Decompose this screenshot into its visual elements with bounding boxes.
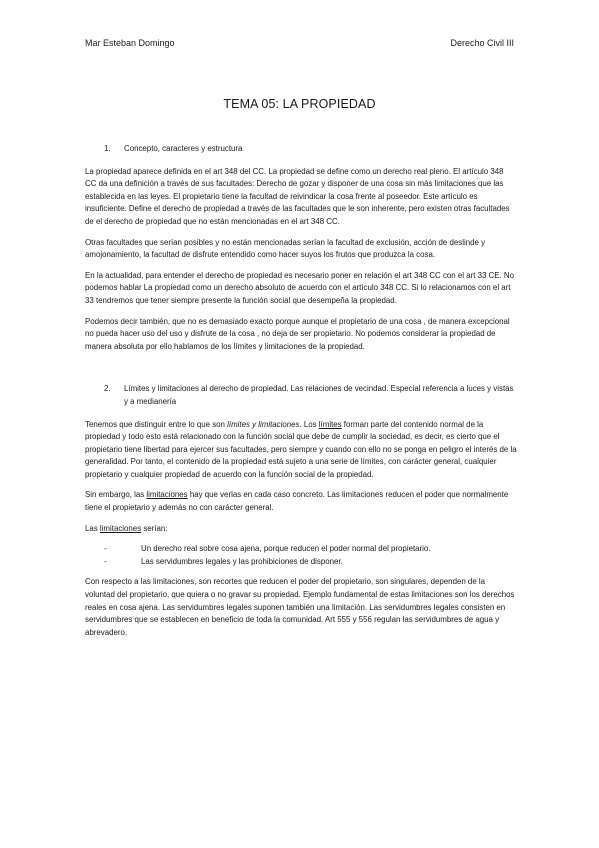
underlined-term-limites: límites (318, 419, 342, 429)
section-2-number: 2. (104, 384, 111, 394)
text-run: forman parte del contenido normal de la propiedad y todo esto está relacionado con la función social que debe de cumplir la sociedad, es decir, es cierto que el propietario tiene libertad para ejercer sus facultades, pero siempre y cuando con ello no se ponga en peligro el interés de la generalidad. Por tanto, el contenido de la propiedad está sujeto a una serie de límites, con carácter general, cualquier propietario y cualquier propiedad de acuerdo con la función social de la propiedad. (85, 419, 517, 479)
list-item (85, 543, 517, 556)
header-author: Mar Esteban Domingo (85, 38, 175, 48)
bullet-marker: - (104, 544, 107, 554)
underlined-term-limitaciones: limitaciones (146, 490, 188, 500)
text-run: Las (85, 523, 100, 533)
text-run: Sin embargo, las (85, 490, 147, 500)
section-2-title: Límites y limitaciones al derecho de propiedad. Las relaciones de vecindad. Especial referencia a luces y vistas y a medianería (124, 384, 514, 406)
section-2-heading (85, 383, 517, 408)
document-body (85, 143, 517, 647)
section-2-paragraph-3 (85, 523, 517, 536)
section-1-paragraph-3: En la actualidad, para entender el derecho de propiedad es necesario poner en relación el art 348 CC con el art 33 CE. No podemos hablar La propiedad como un derecho absoluto de acuerdo con el artículo 348 CC. Si lo relacionamos con el art 33 tendremos que tener siempre presente la función social que desempeña la propiedad. (85, 270, 514, 305)
section-2-paragraph-2 (85, 489, 517, 514)
section-1-heading (85, 143, 517, 156)
document-title: TEMA 05: LA PROPIEDAD (223, 97, 376, 111)
italic-term: límites y limitaciones (227, 419, 300, 429)
section-spacer (85, 361, 517, 383)
text-run: Tenemos que distinguir entre lo que son (85, 419, 228, 429)
section-1-paragraph-4: Podemos decir también, que no es demasiado exacto porque aunque el propietario de una cosa , de manera excepcional no pueda hacer uso del uso y disfrute de la cosa , no deja de ser propietario. No podemos considerar la propiedad de manera absoluta por ello hablamos de los límites y limitaciones de la propiedad. (85, 316, 510, 351)
text-run: serían: (141, 523, 168, 533)
section-1-number: 1. (104, 144, 111, 153)
list-item (85, 556, 517, 569)
section-1-paragraph-2: Otras facultades que serían posibles y no están mencionadas serían la facultad de exclusión, acción de deslinde y amojonamiento, la facultad de disfrute entendido como hacer suyos los frutos que produzca la cosa. (85, 237, 486, 260)
text-run: . Los (299, 419, 319, 429)
list-item-text: Las servidumbres legales y las prohibiciones de disponer. (141, 556, 343, 566)
text-run: hay que verlas en cada caso concreto. Las limitaciones reducen el poder que normalmente tiene el propietario y además no con carácter general. (85, 490, 509, 513)
section-2-paragraph-4: Con respecto a las limitaciones, son recortes que reducen el poder del propietario, son singulares, dependen de la voluntad del propietario, que quiera o no gravar su propiedad. Ejemplo fundamental de estas limitaciones son los derechos reales en cosa ajena. Las servidumbres legales suponen también una limitación. Las servidumbres legales consisten en servidumbres que se establecen en beneficio de toda la comunidad. Art 555 y 556 regulan las servidumbres de agua y abrevadero. (85, 577, 515, 637)
section-1-title: Concepto, caracteres y estructura (124, 144, 243, 153)
limitations-list (85, 543, 517, 568)
header-course: Derecho Civil III (450, 38, 514, 48)
bullet-marker: - (104, 556, 107, 566)
section-2-paragraph-1 (85, 419, 517, 482)
list-item-text: Un derecho real sobre cosa ajena, porque reducen el poder normal del propietario. (141, 544, 431, 554)
section-1-paragraph-1: La propiedad aparece definida en el art 348 del CC. La propiedad se define como un derecho real pleno. El artículo 348 CC da una definición a través de sus facultades: Derecho de gozar y disponer de una cosa sin más limitaciones que las establecida en las leyes. El propietario tiene la facultad de reivindicar la cosa frente al poseedor. Este artículo es insuficiente. Define el derecho de propiedad a través de las facultades que le son inherente, pero existen otras facultades de el derecho de propiedad que no están mencionadas en el art 348 CC. (85, 166, 510, 226)
underlined-term-limitaciones: limitaciones (99, 523, 142, 533)
